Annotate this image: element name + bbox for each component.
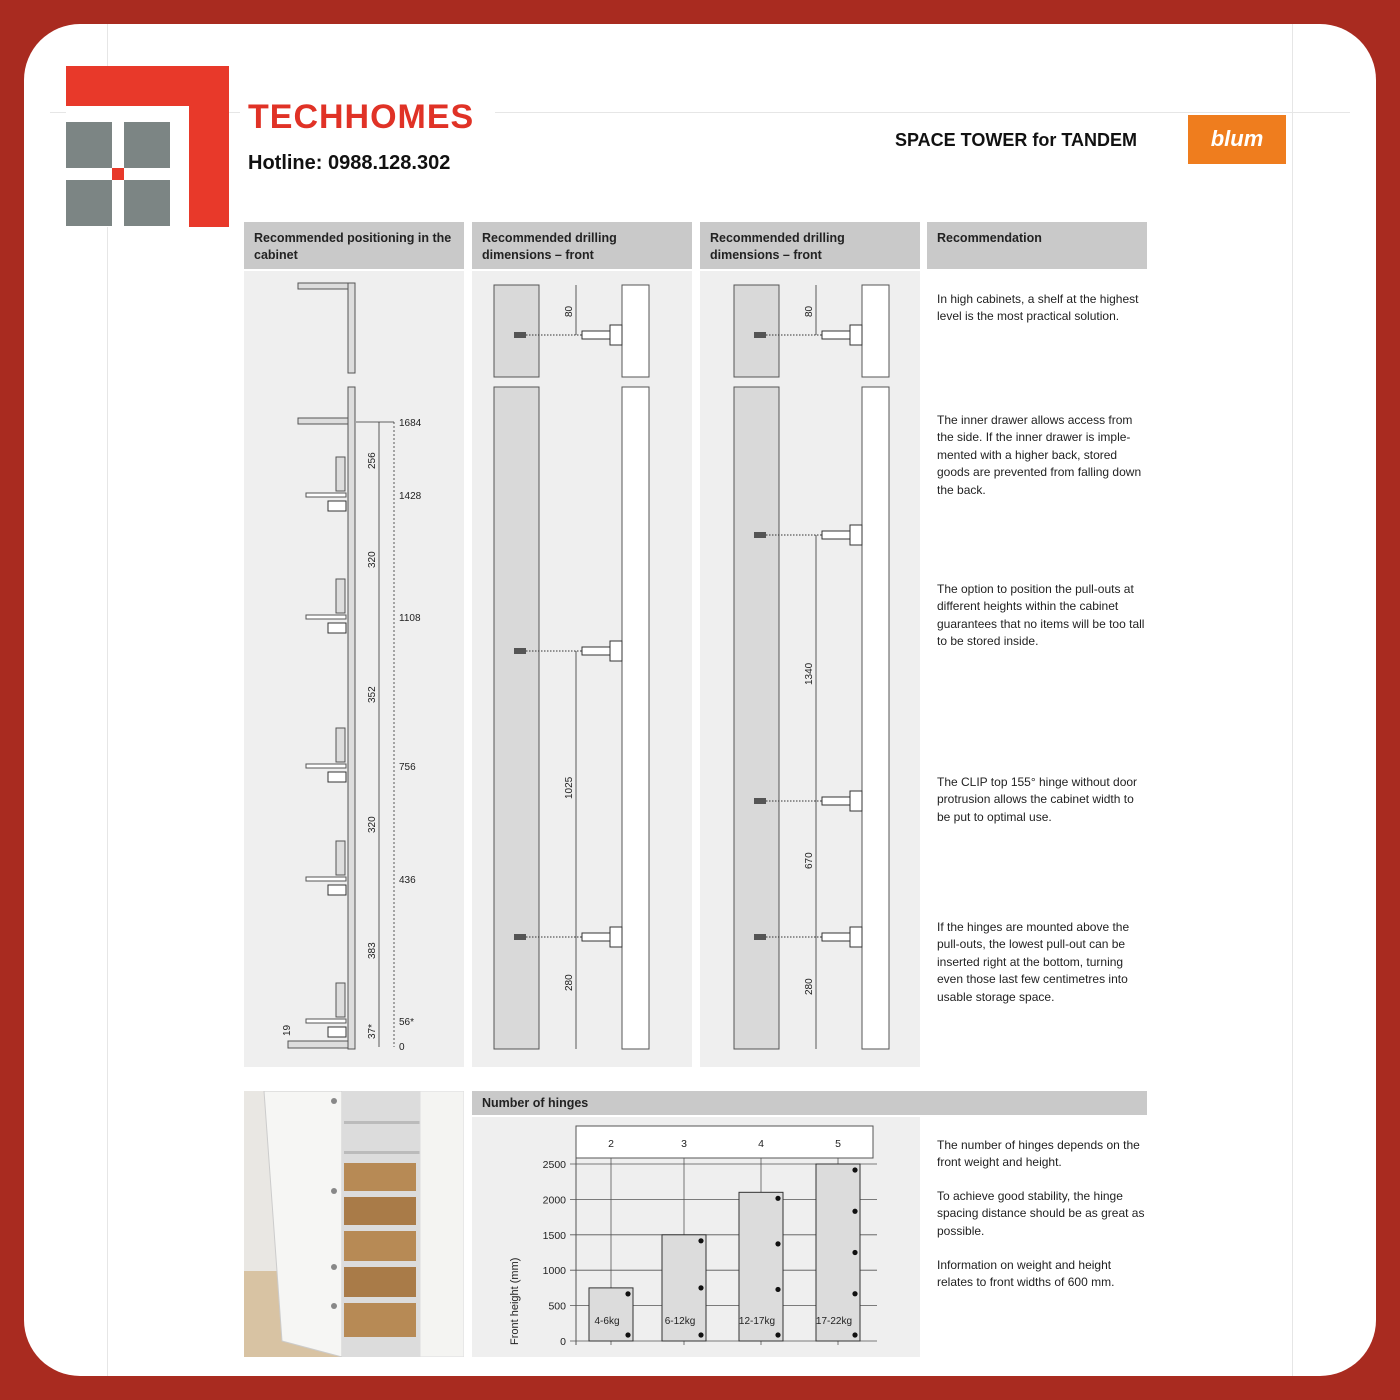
drawer-bracket <box>328 772 346 782</box>
drill-hole <box>754 798 766 804</box>
y-tick-label: 1000 <box>542 1265 566 1278</box>
bar-category-label: 17-22kg <box>815 1316 853 1327</box>
gap-label: 37* <box>367 1023 378 1039</box>
hinges-note: The number of hinges depends on the front weight and height. <box>937 1138 1140 1170</box>
hinge-count-label: 5 <box>835 1138 841 1150</box>
y-axis-label: Front height (mm) <box>509 1257 521 1345</box>
drill-hole <box>514 332 526 338</box>
drawer-runner <box>306 764 346 768</box>
positioning-diagram <box>244 271 464 1067</box>
bar-category-label: 6-12kg <box>664 1316 696 1327</box>
dim-label: 280 <box>564 974 575 991</box>
recommendation-text: The inner drawer allows access from the side. If the inner drawer is imple-mented with a higher back, stored goods are prevented from falling down the back. <box>937 413 1142 497</box>
dim-label: 1340 <box>804 662 815 685</box>
hinge-dot <box>852 1250 857 1255</box>
hinge-count-label: 4 <box>758 1138 764 1150</box>
drawer-side <box>336 728 345 762</box>
recommendation-text: The option to position the pull-outs at different heights within the cabinet guarantees that no items will be too tall to be stored inside. <box>937 582 1145 649</box>
hinge-dot <box>698 1285 703 1290</box>
hinge-dot <box>775 1332 780 1337</box>
hinge-count-label: 3 <box>681 1138 687 1150</box>
hinge-cup <box>850 525 862 545</box>
guide-line <box>1292 24 1293 1376</box>
gap-label: 256 <box>367 452 378 469</box>
drawer-side <box>336 983 345 1017</box>
drawer-bracket <box>328 1027 346 1037</box>
drawer-side <box>336 457 345 491</box>
drill-hole <box>754 934 766 940</box>
guide-line <box>495 112 1350 113</box>
hinge-dot <box>775 1196 780 1201</box>
recommendation-text: If the hinges are mounted above the pull-outs, the lowest pull-out can be inserted right at the bottom, turning even those last few centimetres into usable storage space. <box>937 920 1130 1004</box>
dim-label: 670 <box>804 852 815 869</box>
hinge-count-header-box <box>576 1126 873 1158</box>
cabinet-photo <box>244 1091 464 1357</box>
drawer-runner <box>306 493 346 497</box>
hinge-dot <box>852 1291 857 1296</box>
hinge-count-label: 2 <box>608 1138 614 1150</box>
hinge-dot <box>625 1332 630 1337</box>
hinge-arm <box>822 797 850 805</box>
logo-dot <box>112 168 124 180</box>
hinge-dot <box>852 1209 857 1214</box>
drawer-runner <box>306 1019 346 1023</box>
blum-logo: blum <box>1188 115 1286 164</box>
level-label: 0 <box>399 1042 405 1053</box>
y-tick-label: 0 <box>560 1336 566 1348</box>
y-tick-label: 500 <box>548 1300 566 1313</box>
hinge-dot <box>698 1238 703 1243</box>
drilling-diagram-2 <box>700 271 920 1067</box>
header-drilling-1: Recommended drilling dimensions – front <box>472 222 692 269</box>
y-tick-label: 1500 <box>542 1229 566 1242</box>
hinge-dot <box>852 1167 857 1172</box>
bar-category-label: 4-6kg <box>594 1316 620 1327</box>
hinges-header: Number of hinges <box>472 1091 1147 1115</box>
drilling-panel-1 <box>472 271 692 1067</box>
recommendation-text: The CLIP top 155° hinge without door protrusion allows the cabinet width to be put to optimal use. <box>937 775 1138 824</box>
gap-label: 320 <box>367 551 378 568</box>
hinge-dot <box>852 1332 857 1337</box>
drill-hole <box>754 532 766 538</box>
dim-label: 280 <box>804 978 815 995</box>
hinge-arm <box>822 933 850 941</box>
hinges-note: To achieve good stability, the hinge spacing distance should be as great as possible. <box>937 1189 1145 1238</box>
bar-category-label: 12-17kg <box>738 1316 776 1327</box>
logo-square <box>124 122 170 168</box>
header-drilling-2: Recommended drilling dimensions – front <box>700 222 920 269</box>
hinges-chart-panel <box>472 1117 920 1357</box>
dim-label: 80 <box>564 305 575 317</box>
hinge-cup <box>850 325 862 345</box>
drawer-bracket <box>328 623 346 633</box>
hinges-note: Information on weight and height relates to front widths of 600 mm. <box>937 1258 1115 1290</box>
gap-label: 383 <box>367 942 378 959</box>
drawer-bracket <box>328 501 346 511</box>
hinge-arm <box>822 531 850 539</box>
gap-label: 352 <box>367 686 378 703</box>
brand-name: TECHHOMES <box>248 98 475 136</box>
header-recommendation: Recommendation <box>927 222 1147 269</box>
hinge-cup <box>610 325 622 345</box>
logo-square <box>66 122 112 168</box>
y-tick-label: 2500 <box>542 1159 566 1171</box>
page-title: SPACE TOWER for TANDEM <box>895 130 1137 150</box>
positioning-panel <box>244 271 464 1067</box>
hinge-cup <box>850 927 862 947</box>
level-label: 756 <box>399 762 416 773</box>
hinge-arm <box>822 331 850 339</box>
hinge-dot <box>775 1287 780 1292</box>
drilling-diagram-1 <box>472 271 692 1067</box>
hinge-arm <box>582 933 610 941</box>
logo-square <box>124 180 170 226</box>
level-label: 436 <box>399 875 416 886</box>
drill-hole <box>514 934 526 940</box>
level-label: 1108 <box>399 613 421 624</box>
gap-label: 320 <box>367 816 378 833</box>
hinge-arm <box>582 331 610 339</box>
header-positioning: Recommended positioning in the cabinet <box>244 222 464 269</box>
drill-hole <box>754 332 766 338</box>
level-label: 1684 <box>399 418 422 429</box>
hinge-dot <box>775 1241 780 1246</box>
dim-label: 1025 <box>564 776 575 799</box>
hinge-cup <box>850 791 862 811</box>
hinge-arm <box>582 647 610 655</box>
hinge-cup <box>610 927 622 947</box>
level-label: 56* <box>399 1017 415 1028</box>
y-tick-label: 2000 <box>542 1194 566 1207</box>
gap-label: 19 <box>282 1024 293 1036</box>
drawer-side <box>336 841 345 875</box>
hotline: Hotline: 0988.128.302 <box>248 152 451 174</box>
drawer-runner <box>306 877 346 881</box>
level-label: 1428 <box>399 491 422 502</box>
drill-hole <box>514 648 526 654</box>
hinges-chart <box>472 1117 920 1357</box>
recommendation-text: In high cabinets, a shelf at the highest level is the most practical solution. <box>937 292 1139 324</box>
drawer-side <box>336 579 345 613</box>
drawer-bracket <box>328 885 346 895</box>
drawer-runner <box>306 615 346 619</box>
hinge-cup <box>610 641 622 661</box>
dim-label: 80 <box>804 305 815 317</box>
hinge-dot <box>625 1291 630 1296</box>
logo-square <box>66 180 112 226</box>
drilling-panel-2 <box>700 271 920 1067</box>
hinge-dot <box>698 1332 703 1337</box>
